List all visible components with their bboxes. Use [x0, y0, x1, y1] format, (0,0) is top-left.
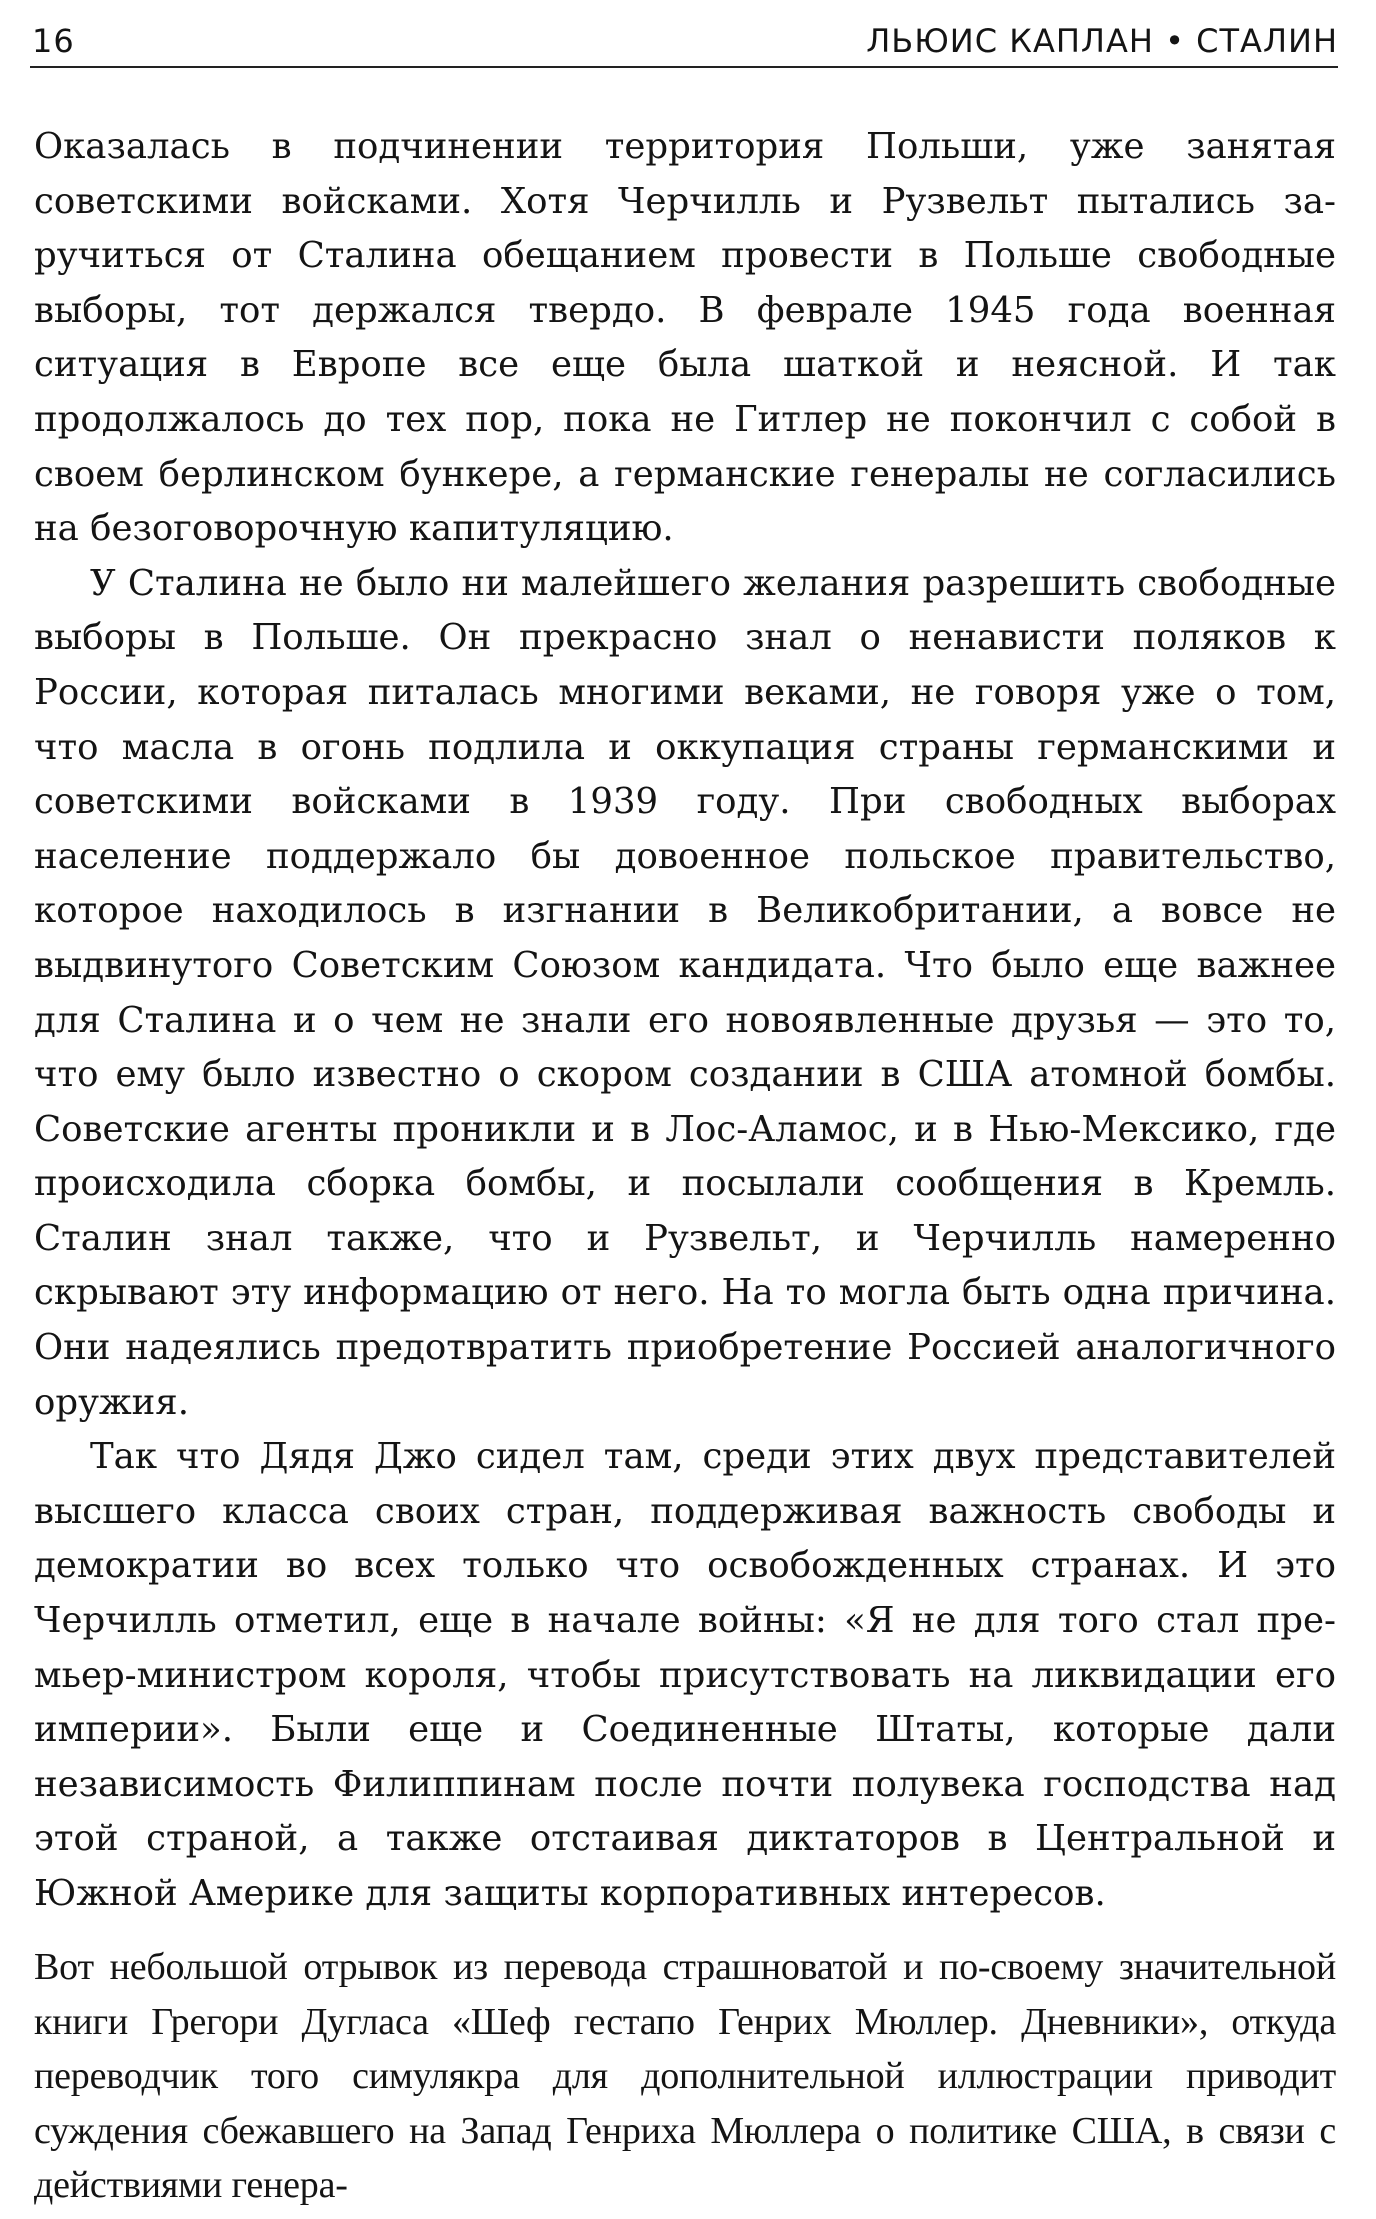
paragraph-1: Оказалась в подчинении территория Польши, уже занятая советскими войсками. Хотя Черчилль и Рузвельт пытались заручиться от Сталина обещанием провести в Польше свободные выборы, тот держался твердо. В феврале 1945 года военная ситуация в Европе все еще была шаткой и неясной. И так продолжалось до тех пор, пока не Гитлер не покончил с собой в своем берлинском бункере, а германские генералы не согласились на безоговорочную капитуляцию. — [34, 126, 1336, 550]
paragraph-2: У Сталина не было ни малейшего желания разрешить свободные выборы в Польше. Он прекрасно знал о ненависти поляков к России, которая питалась многими веками, не говоря уже о том, что масла в огонь подлила и оккупация страны германскими и советскими войсками в 1939 году. При свободных выборах население поддержало бы довоенное польское правительство, которое находилось в изгнании в Великобритании, а вовсе не выдвинутого Советским Союзом кандидата. Что было еще важнее для Сталина и о чем не знали его новоявленные друзья — это то, что ему было известно о скором создании в США атомной бомбы. Советские агенты проникли и в Лос-Аламос, и в Нью-Мексико, где происходила сборка бомбы, и посылали сообщения в Кремль. Сталин знал также, что и Рузвельт, и Черчилль намеренно скрывают эту информацию от него. На то могла быть одна причина. Они надеялись предотвратить приобретение Россией аналогичного оружия. — [34, 562, 1336, 1423]
paragraph-3: Так что Дядя Джо сидел там, среди этих двух представителей высшего класса своих стран, поддерживая важность свободы и демократии во всех только что освобожденных странах. И это Черчилль отметил, еще в начале войны: «Я не для того стал премьер-министром короля, чтобы присутствовать на ликвидации его империи». Были еще и Соединенные Штаты, которые дали независимость Филиппинам после почти полувека господства над этой страной, а также отстаивая диктаторов в Центральной и Южной Америке для защиты корпоративных интересов. — [34, 1436, 1336, 1914]
page-number: 16 — [32, 22, 75, 60]
book-text — [34, 120, 1336, 1922]
running-header — [30, 22, 1338, 68]
running-title: ЛЬЮИС КАПЛАН • СТАЛИН — [866, 22, 1338, 60]
commentary-text — [34, 1940, 1336, 2213]
commentary-paragraph: Вот небольшой отрывок из перевода страшноватой и по-своему значительной книги Грегори Дугласа «Шеф гестапо Генрих Мюллер. Дневники», откуда переводчик того симулякра для дополнительной иллюстрации приводит суждения сбежавшего на Запад Генриха Мюллера о политике США, в связи с действиями генера- — [34, 1946, 1336, 2207]
